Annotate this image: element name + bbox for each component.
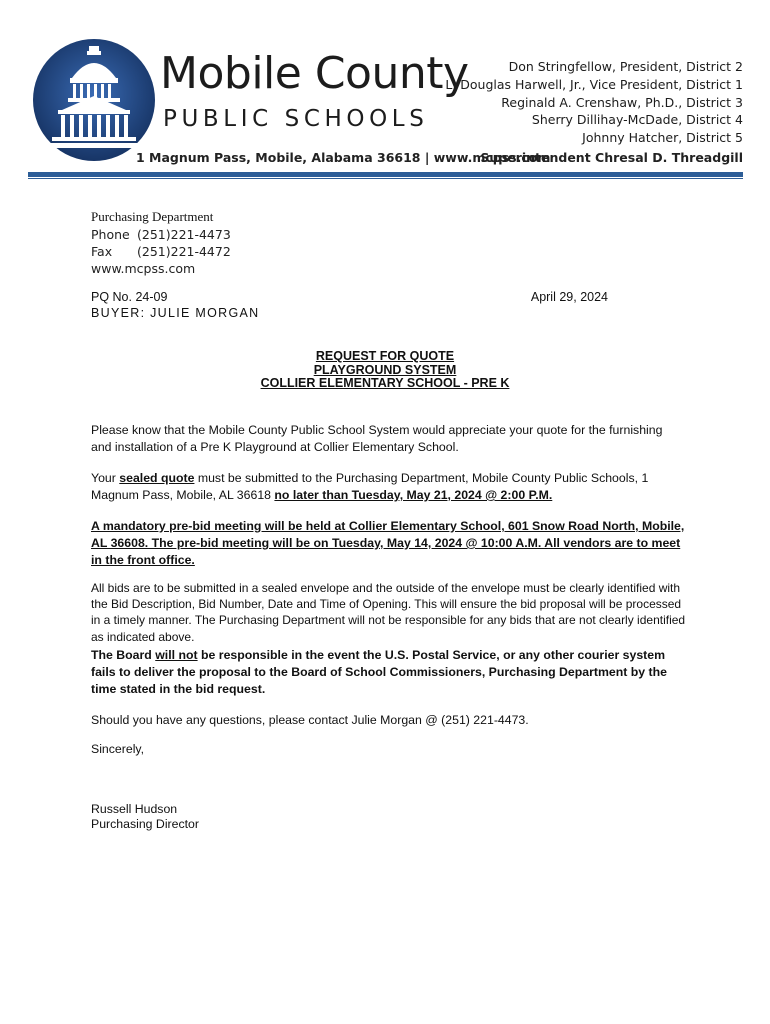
letter-date: April 29, 2024 bbox=[530, 290, 608, 304]
submission-paragraph: All bids are to be submitted in a sealed envelope and the outside of the envelope must be clearly identified with the Bid Description, Bid Number, Date and Time of Opening. This will ensure the bid proposal will be processed in a timely manner. The Purchasing Department will not be responsible for any bids that are not clearly identified as indicated above. bbox=[91, 581, 686, 644]
board-members-list bbox=[445, 58, 743, 147]
intro-paragraph: Please know that the Mobile County Public School System would appreciate your quote for the furnishing and installation of a Pre K Playground at Collier Elementary School. bbox=[91, 423, 663, 454]
phone-number: (251)221-4473 bbox=[137, 227, 231, 242]
title-line: COLLIER ELEMENTARY SCHOOL - PRE K bbox=[260, 376, 510, 391]
website: www.mcpss.com bbox=[91, 261, 196, 276]
text: Your bbox=[91, 471, 120, 485]
board-member: Reginald A. Crenshaw, Ph.D., District 3 bbox=[501, 94, 743, 110]
phone-label: Phone bbox=[91, 227, 130, 242]
emphasis-text: will not bbox=[155, 648, 198, 662]
deadline-text: no later than Tuesday, May 21, 2024 @ 2:00 P.M. bbox=[274, 488, 553, 502]
emphasis-text: sealed quote bbox=[119, 471, 195, 485]
phone-line bbox=[91, 227, 231, 242]
text: be responsible in the event the U.S. Postal Service, or any other courier system fails to deliver the proposal to the Board of School Commissioners, Purchasing Department by the time stated in the bid request. bbox=[91, 648, 668, 696]
department-name: Purchasing Department bbox=[91, 209, 214, 224]
address-line: 1 Magnum Pass, Mobile, Alabama 36618 | www.mcpss.com bbox=[136, 150, 551, 165]
fax-number: (251)221-4472 bbox=[137, 244, 231, 259]
prebid-meeting-paragraph: A mandatory pre-bid meeting will be held at Collier Elementary School, 601 Snow Road North, Mobile, AL 36608. The pre-bid meeting will be on Tuesday, May 14, 2024 @ 10:00 A.M. All vendors are to meet in the front office. bbox=[91, 519, 685, 567]
closing: Sincerely, bbox=[91, 742, 145, 756]
header-rule-thin bbox=[28, 178, 743, 179]
org-subtitle: PUBLIC SCHOOLS bbox=[163, 106, 429, 132]
signer-title: Purchasing Director bbox=[91, 817, 199, 831]
pq-number: PQ No. 24-09 bbox=[91, 290, 168, 304]
header-rule bbox=[28, 172, 743, 177]
title-line: REQUEST FOR QUOTE bbox=[315, 349, 455, 363]
disclaimer-paragraph bbox=[91, 647, 686, 698]
document-title bbox=[0, 350, 770, 391]
superintendent-line: Superintendent Chresal D. Threadgill bbox=[480, 150, 743, 165]
board-member: L. Douglas Harwell, Jr., Vice President, District 1 bbox=[445, 76, 743, 92]
text: The Board bbox=[91, 648, 156, 662]
org-name: Mobile County bbox=[160, 48, 469, 99]
text: must be submitted to the Purchasing Department, Mobile County Public Schools, 1 Magnum Pass, Mobile, AL 36618 bbox=[91, 471, 649, 502]
fax-line bbox=[91, 244, 231, 259]
board-member: Sherry Dillihay-McDade, District 4 bbox=[531, 112, 743, 128]
fax-label: Fax bbox=[91, 244, 113, 259]
buyer-line: BUYER: JULIE MORGAN bbox=[91, 306, 260, 320]
board-member: Johnny Hatcher, District 5 bbox=[582, 130, 743, 146]
title-line: PLAYGROUND SYSTEM bbox=[313, 362, 457, 377]
signer-name: Russell Hudson bbox=[91, 802, 178, 816]
school-seal-logo bbox=[32, 38, 156, 162]
questions-paragraph: Should you have any questions, please contact Julie Morgan @ (251) 221-4473. bbox=[91, 713, 529, 727]
board-member: Don Stringfellow, President, District 2 bbox=[508, 59, 743, 74]
deadline-paragraph bbox=[91, 470, 686, 504]
